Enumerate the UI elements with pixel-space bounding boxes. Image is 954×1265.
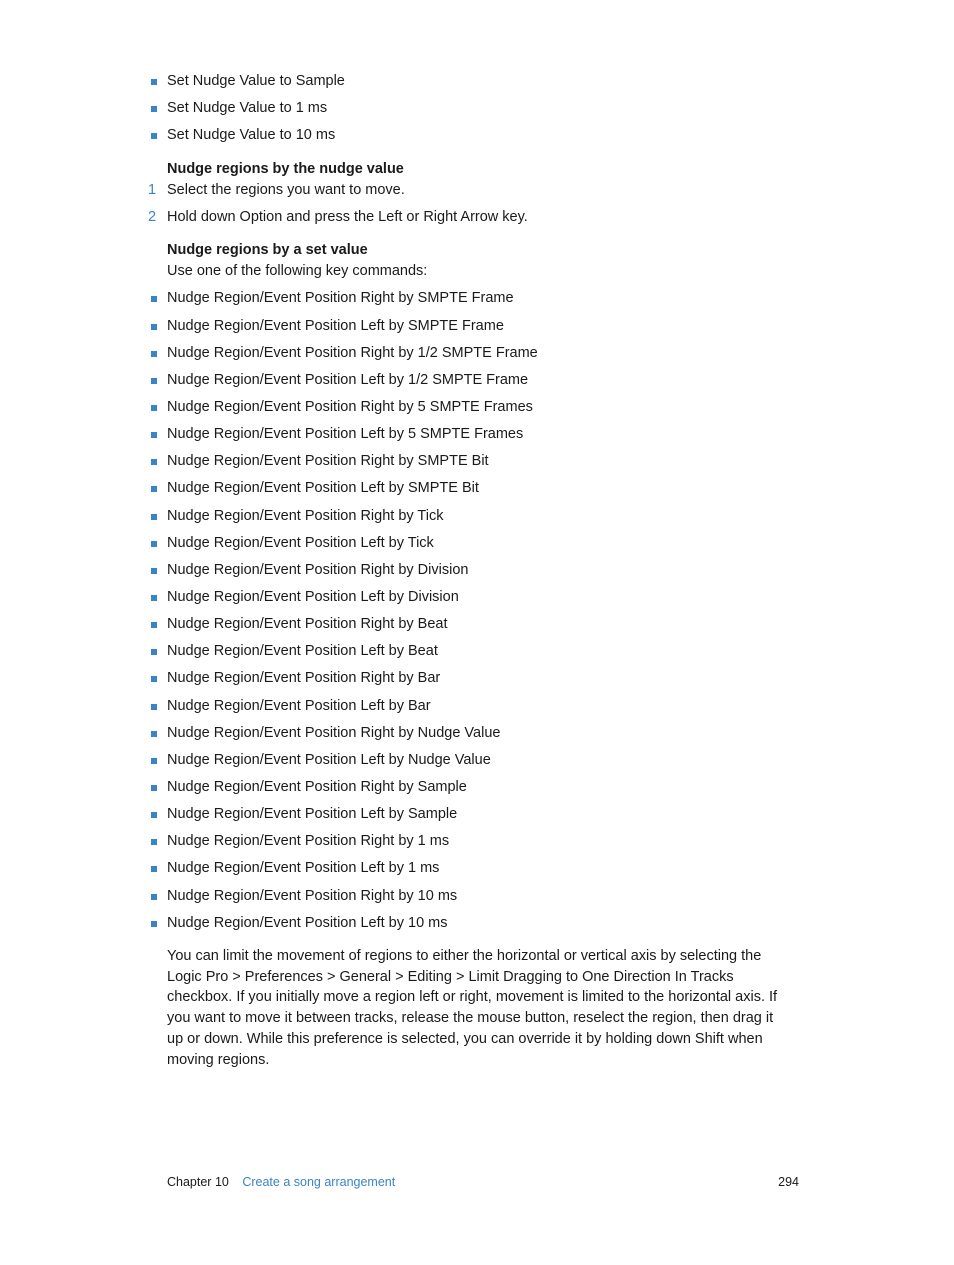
list-item <box>148 371 808 398</box>
list-item <box>148 751 808 778</box>
bullet-square-icon <box>151 839 157 845</box>
bullet-square-icon <box>151 514 157 520</box>
list-item <box>148 344 808 371</box>
list-item-text: Set Nudge Value to Sample <box>167 73 345 89</box>
list-item-text: Nudge Region/Event Position Left by 1/2 SMPTE Frame <box>167 371 529 388</box>
step-list <box>148 181 808 235</box>
list-item <box>148 724 808 751</box>
list-item <box>148 452 808 479</box>
list-item <box>148 534 808 561</box>
bullet-square-icon <box>151 676 157 682</box>
list-item-text: Nudge Region/Event Position Right by Tick <box>167 507 444 524</box>
bullet-square-icon <box>151 731 157 737</box>
list-item-text: Nudge Region/Event Position Left by Nudge Value <box>167 751 491 768</box>
bullet-square-icon <box>151 921 157 927</box>
step-item <box>148 208 808 235</box>
list-item <box>148 72 808 99</box>
bullet-square-icon <box>151 378 157 384</box>
list-item-text: Nudge Region/Event Position Right by 1/2 SMPTE Frame <box>167 344 538 361</box>
bullet-square-icon <box>151 459 157 465</box>
footer-page-number: 294 <box>778 1175 799 1189</box>
step-text: Hold down Option and press the Left or Right Arrow key. <box>167 209 528 226</box>
list-item <box>148 642 808 669</box>
list-item <box>148 832 808 859</box>
list-item <box>148 398 808 425</box>
list-item <box>148 561 808 588</box>
bullet-square-icon <box>151 758 157 764</box>
bullet-square-icon <box>151 432 157 438</box>
list-item <box>148 914 808 941</box>
bullet-square-icon <box>151 812 157 818</box>
list-item-text: Set Nudge Value to 1 ms <box>167 100 328 117</box>
list-item-text: Nudge Region/Event Position Right by 5 SMPTE Frames <box>167 398 533 415</box>
list-item-text: Nudge Region/Event Position Right by Division <box>167 561 469 578</box>
list-item <box>148 697 808 724</box>
page-footer <box>167 1174 799 1190</box>
list-item <box>148 289 808 316</box>
list-item-text: Nudge Region/Event Position Right by SMPTE Bit <box>167 453 489 470</box>
list-item-text: Nudge Region/Event Position Left by SMPTE Frame <box>167 317 504 334</box>
list-item-text: Nudge Region/Event Position Left by 1 ms <box>167 860 440 877</box>
list-item <box>148 479 808 506</box>
bullet-square-icon <box>151 866 157 872</box>
nudge-value-bullet-list <box>148 72 808 153</box>
list-item <box>148 805 808 832</box>
task-heading: Nudge regions by the nudge value <box>167 161 404 178</box>
bullet-square-icon <box>151 405 157 411</box>
list-item-text: Nudge Region/Event Position Right by Sample <box>167 778 467 795</box>
task-intro: Use one of the following key commands: <box>167 263 428 280</box>
bullet-square-icon <box>151 894 157 900</box>
bullet-square-icon <box>151 541 157 547</box>
list-item <box>148 507 808 534</box>
bullet-square-icon <box>151 296 157 302</box>
list-item-text: Nudge Region/Event Position Left by 10 ms <box>167 914 448 931</box>
list-item <box>148 778 808 805</box>
list-item-text: Nudge Region/Event Position Left by Tick <box>167 534 434 551</box>
list-item-text: Nudge Region/Event Position Left by Division <box>167 588 459 605</box>
list-item-text: Nudge Region/Event Position Left by Sample <box>167 806 458 823</box>
step-number: 1 <box>148 182 157 199</box>
task-heading: Nudge regions by a set value <box>167 242 368 259</box>
footer-chapter-link[interactable]: Create a song arrangement <box>242 1175 396 1189</box>
list-item-text: Nudge Region/Event Position Left by Beat <box>167 643 438 660</box>
list-item-text: Set Nudge Value to 10 ms <box>167 127 336 144</box>
bullet-square-icon <box>151 568 157 574</box>
footer-chapter-label: Chapter 10 <box>167 1175 229 1189</box>
bullet-square-icon <box>151 595 157 601</box>
bullet-square-icon <box>151 649 157 655</box>
list-item <box>148 615 808 642</box>
bullet-square-icon <box>151 785 157 791</box>
list-item <box>148 887 808 914</box>
list-item-text: Nudge Region/Event Position Right by 1 ms <box>167 833 450 850</box>
list-item-text: Nudge Region/Event Position Right by SMPTE Frame <box>167 290 514 307</box>
list-item <box>148 588 808 615</box>
list-item-text: Nudge Region/Event Position Right by 10 ms <box>167 887 458 904</box>
page-content <box>148 72 808 1071</box>
step-text: Select the regions you want to move. <box>167 182 405 199</box>
bullet-square-icon <box>151 486 157 492</box>
list-item <box>148 859 808 886</box>
list-item-text: Nudge Region/Event Position Left by SMPTE Bit <box>167 480 479 497</box>
list-item <box>148 99 808 126</box>
list-item <box>148 317 808 344</box>
bullet-square-icon <box>151 622 157 628</box>
list-item-text: Nudge Region/Event Position Left by 5 SMPTE Frames <box>167 426 524 443</box>
bullet-square-icon <box>151 324 157 330</box>
list-item <box>148 425 808 452</box>
bullet-square-icon <box>151 106 157 112</box>
bullet-square-icon <box>151 351 157 357</box>
bullet-square-icon <box>151 704 157 710</box>
step-item <box>148 181 808 208</box>
list-item-text: Nudge Region/Event Position Right by Bar <box>167 670 441 687</box>
step-number: 2 <box>148 209 157 226</box>
list-item-text: Nudge Region/Event Position Right by Beat <box>167 616 448 633</box>
key-command-list <box>148 289 808 940</box>
list-item-text: Nudge Region/Event Position Right by Nudge Value <box>167 724 501 741</box>
bullet-square-icon <box>151 79 157 85</box>
body-paragraph: You can limit the movement of regions to either the horizontal or vertical axis by selecting the Logic Pro > Preferences > General > Editing > Limit Dragging to One Direction In Tracks checkbox. If you initially move a region left or right, movement is limited to the horizontal axis. If you want to move it between tracks, release the mouse button, reselect the region, then drag it up or down. While this preference is selected, you can override it by holding down Shift when moving regions. <box>167 947 778 1068</box>
list-item-text: Nudge Region/Event Position Left by Bar <box>167 697 431 714</box>
bullet-square-icon <box>151 133 157 139</box>
list-item <box>148 669 808 696</box>
list-item <box>148 126 808 153</box>
